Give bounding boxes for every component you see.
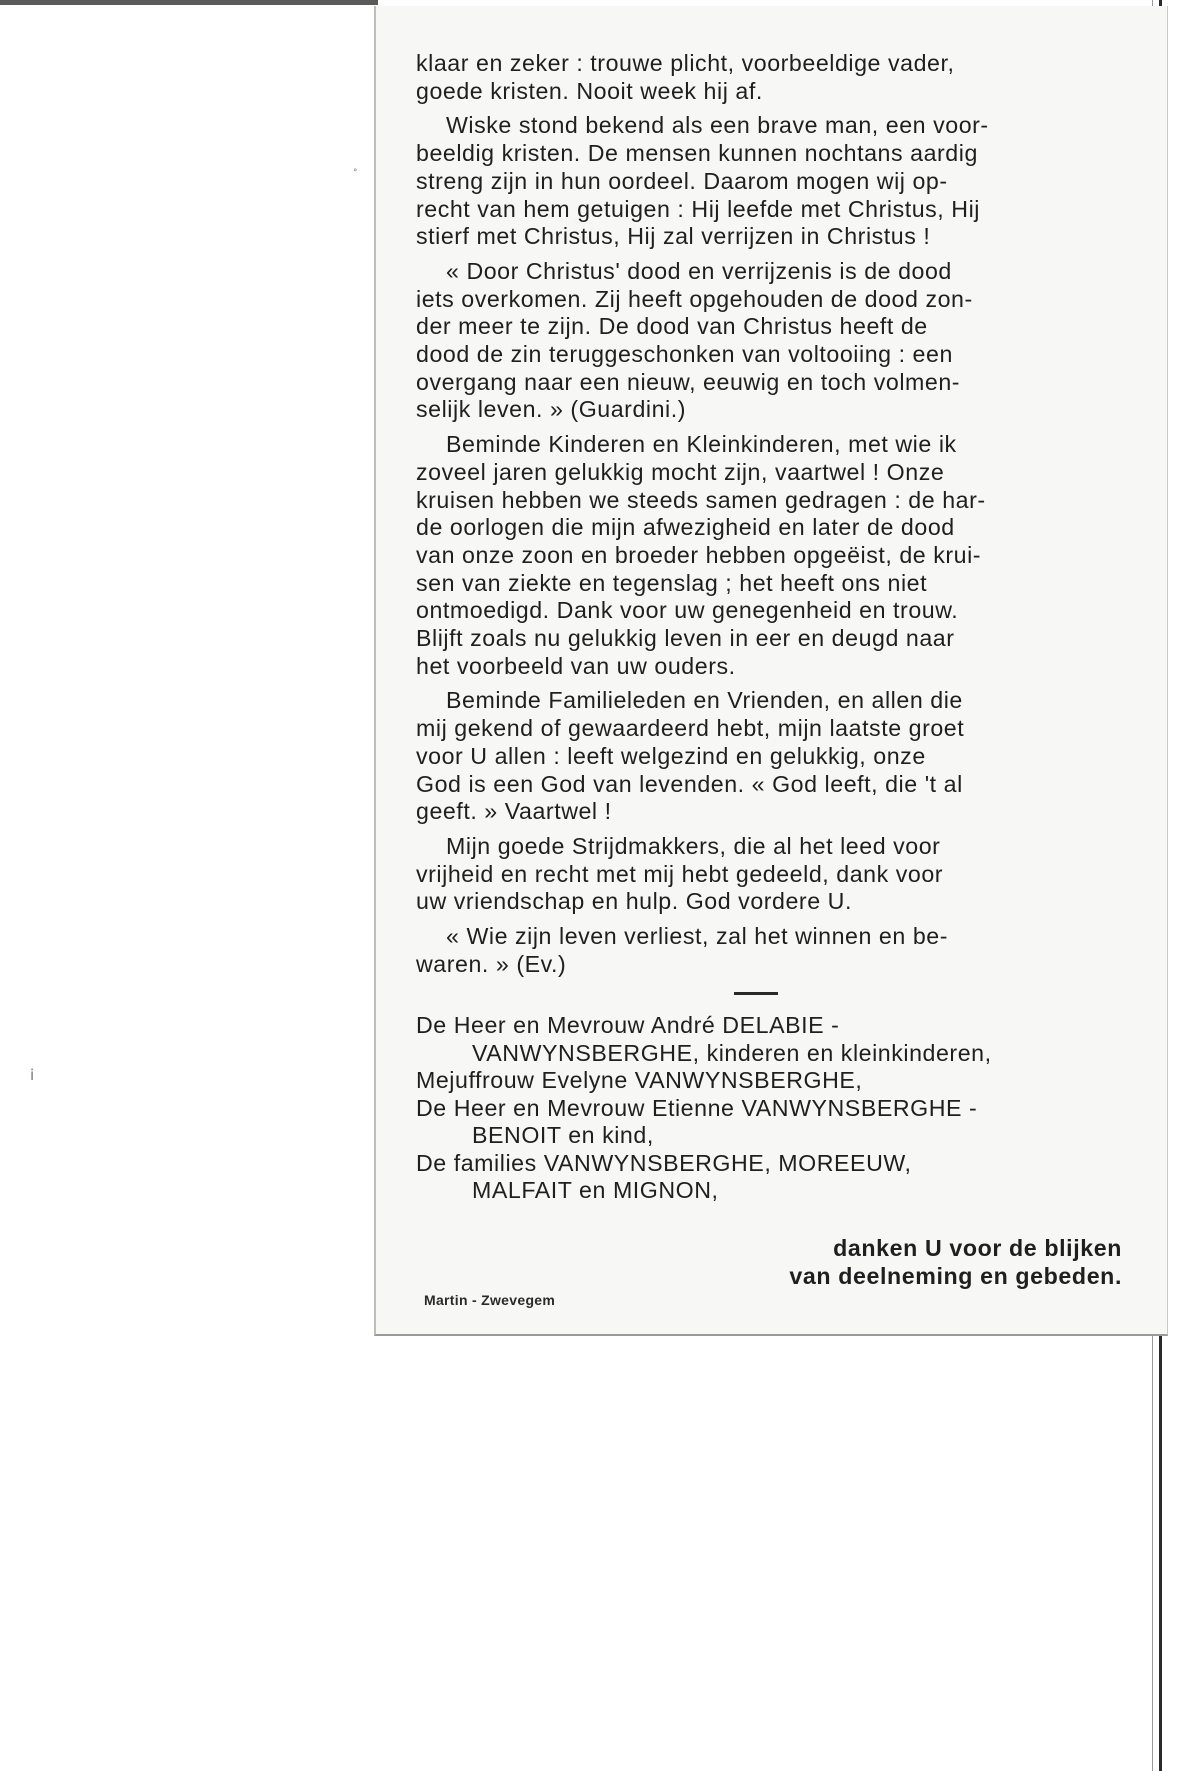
paragraph-line: « Door Christus' dood en verrijzenis is de dood — [446, 257, 952, 284]
paragraph-line: streng zijn in hun oordeel. Daarom mogen wij op- — [416, 167, 948, 194]
paragraph-3 — [416, 258, 1116, 424]
section-divider — [734, 992, 778, 995]
paragraph-line: uw vriendschap en hulp. God vordere U. — [416, 888, 852, 915]
signer-entry — [416, 1067, 1126, 1095]
signer-line: De Heer en Mevrouw Etienne VANWYNSBERGHE - — [416, 1094, 978, 1121]
paragraph-line: iets overkomen. Zij heeft opgehouden de dood zon- — [416, 285, 973, 312]
paragraph-line: zoveel jaren gelukkig mocht zijn, vaartwel ! Onze — [416, 458, 945, 485]
paragraph-line: selijk leven. » (Guardini.) — [416, 396, 687, 423]
paragraph-line: Beminde Kinderen en Kleinkinderen, met wie ik — [446, 431, 957, 458]
paragraph-line: klaar en zeker : trouwe plicht, voorbeeldige vader, — [416, 50, 955, 76]
stray-dot: ° — [353, 168, 358, 178]
paragraph-line: waren. » (Ev.) — [416, 950, 567, 977]
memorial-card — [374, 6, 1168, 1336]
paragraph-line: beeldig kristen. De mensen kunnen nochtans aardig — [416, 140, 978, 167]
closing-line-1: danken U voor de blijken — [833, 1235, 1122, 1261]
signer-line: De Heer en Mevrouw André DELABIE - — [416, 1012, 840, 1038]
paragraph-1 — [416, 50, 1116, 105]
paragraph-2 — [416, 112, 1116, 251]
paragraph-line: recht van hem getuigen : Hij leefde met Christus, Hij — [416, 195, 980, 222]
paragraph-line: vrijheid en recht met mij hebt gedeeld, dank voor — [416, 860, 944, 887]
paragraph-line: kruisen hebben we steeds samen gedragen : de har- — [416, 486, 986, 513]
paragraph-4 — [416, 431, 1116, 680]
closing-thanks — [732, 1235, 1122, 1290]
paragraph-line: dood de zin teruggeschonken van voltooiing : een — [416, 341, 953, 368]
signer-entry — [416, 1012, 1126, 1067]
paragraph-6 — [416, 833, 1116, 916]
paragraph-line: de oorlogen die mijn afwezigheid en later de dood — [416, 514, 955, 541]
scan-edge-bar — [0, 0, 378, 5]
paragraph-line: ontmoedigd. Dank voor uw genegenheid en trouw. — [416, 597, 959, 624]
paragraph-line: overgang naar een nieuw, eeuwig en toch volmen- — [416, 368, 961, 395]
signer-line: Mejuffrouw Evelyne VANWYNSBERGHE, — [416, 1067, 863, 1093]
paragraph-line: mij gekend of gewaardeerd hebt, mijn laatste groet — [416, 715, 965, 742]
paragraph-line: geeft. » Vaartwel ! — [416, 798, 612, 825]
paragraph-line: der meer te zijn. De dood van Christus heeft de — [416, 313, 928, 340]
stray-mark: ⅰ — [30, 1066, 35, 1084]
closing-line-2: van deelneming en gebeden. — [789, 1262, 1122, 1289]
signer-line: BENOIT en kind, — [472, 1122, 654, 1148]
signer-line: MALFAIT en MIGNON, — [472, 1177, 719, 1203]
paragraph-line: sen van ziekte en tegenslag ; het heeft ons niet — [416, 569, 928, 596]
printer-credit: Martin - Zwevegem — [424, 1292, 556, 1308]
signer-entry — [416, 1095, 1126, 1150]
paragraph-line: Blijft zoals nu gelukkig leven in eer en deugd naar — [416, 625, 955, 652]
signer-line: VANWYNSBERGHE, kinderen en kleinkinderen, — [472, 1039, 992, 1066]
paragraph-5 — [416, 687, 1116, 826]
paragraph-line: Wiske stond bekend als een brave man, een voor- — [446, 112, 989, 139]
paragraph-line: goede kristen. Nooit week hij af. — [416, 77, 763, 104]
paragraph-line: voor U allen : leeft welgezind en gelukkig, onze — [416, 742, 926, 769]
paragraph-line: Mijn goede Strijdmakkers, die al het leed voor — [446, 832, 941, 859]
signer-entry — [416, 1150, 1126, 1205]
paragraph-line: het voorbeeld van uw ouders. — [416, 652, 736, 679]
signers-list — [416, 1012, 1126, 1205]
paragraph-line: Beminde Familieleden en Vrienden, en allen die — [446, 687, 963, 714]
signer-line: De families VANWYNSBERGHE, MOREEUW, — [416, 1149, 912, 1176]
paragraph-line: God is een God van levenden. « God leeft, die 't al — [416, 770, 963, 797]
paragraph-7 — [416, 923, 1116, 978]
paragraph-line: « Wie zijn leven verliest, zal het winnen en be- — [446, 923, 948, 950]
paragraph-line: van onze zoon en broeder hebben opgeëist, de krui- — [416, 541, 982, 568]
paragraph-line: stierf met Christus, Hij zal verrijzen in Christus ! — [416, 223, 931, 250]
card-body — [416, 50, 1116, 986]
